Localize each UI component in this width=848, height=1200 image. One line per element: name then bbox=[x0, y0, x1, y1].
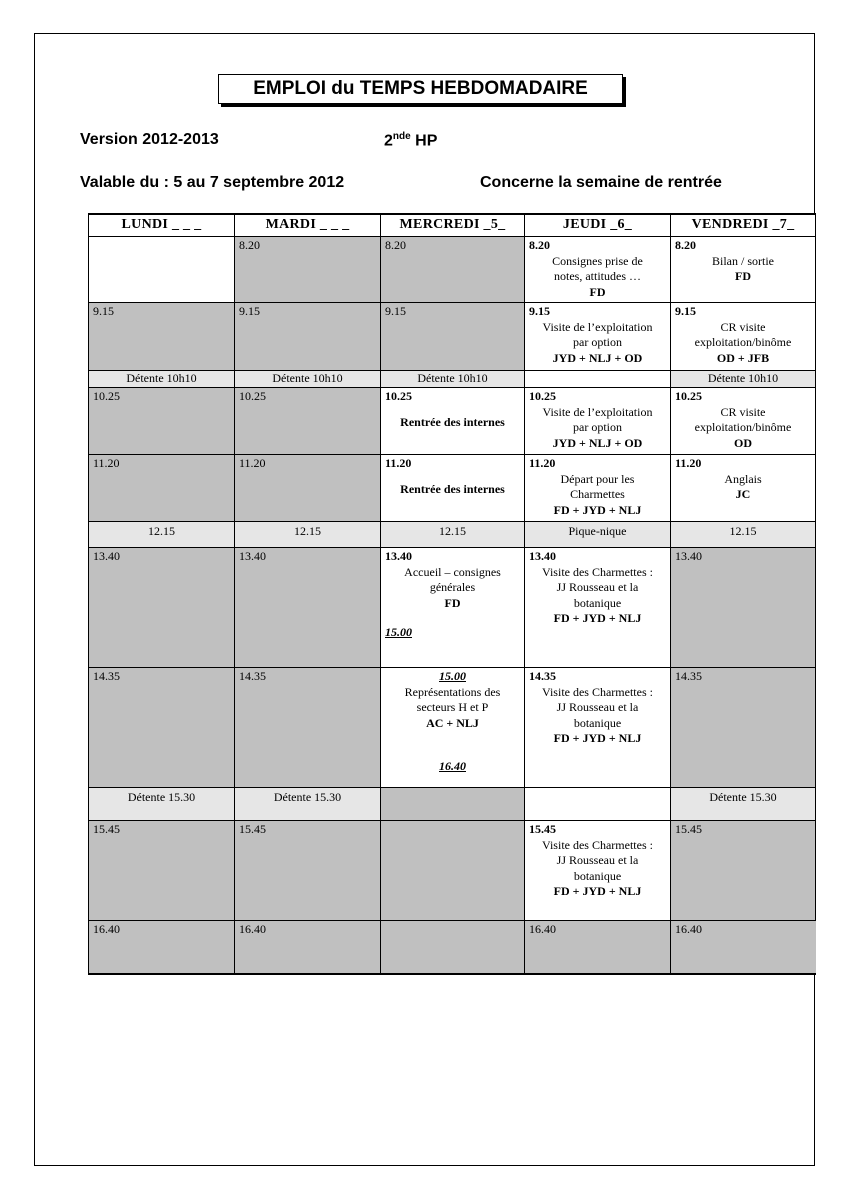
break-vendredi-1010: Détente 10h10 bbox=[671, 371, 816, 388]
break-mardi-1530: Détente 15.30 bbox=[235, 788, 381, 821]
day-header-vendredi: VENDREDI _7_ bbox=[671, 215, 816, 237]
day-header-jeudi: JEUDI _6_ bbox=[525, 215, 671, 237]
cell-mercredi-1545 bbox=[381, 821, 525, 921]
version-label: Version 2012-2013 bbox=[80, 131, 219, 148]
cell-jeudi-1025: 10.25 Visite de l’exploitation par option JYD + NLJ + OD bbox=[525, 388, 671, 455]
cell-jeudi-1640: 16.40 bbox=[525, 921, 671, 975]
cell-mercredi-1340: 13.40 Accueil – consignes générales FD 15.00 bbox=[381, 548, 525, 668]
cell-lundi-0820 bbox=[89, 237, 235, 303]
cell-mercredi-1640 bbox=[381, 921, 525, 975]
concerne-label: Concerne la semaine de rentrée bbox=[480, 174, 722, 191]
lunch-lundi: 12.15 bbox=[89, 522, 235, 548]
cell-lundi-1640: 16.40 bbox=[89, 921, 235, 975]
cell-jeudi-1545: 15.45 Visite des Charmettes : JJ Rousseau et la botanique FD + JYD + NLJ bbox=[525, 821, 671, 921]
cell-mardi-1640: 16.40 bbox=[235, 921, 381, 975]
cell-lundi-1120: 11.20 bbox=[89, 455, 235, 522]
break-mercredi-1010: Détente 10h10 bbox=[381, 371, 525, 388]
cell-mardi-1545: 15.45 bbox=[235, 821, 381, 921]
cell-jeudi-1120: 11.20 Départ pour les Charmettes FD + JYD + NLJ bbox=[525, 455, 671, 522]
cell-vendredi-1640: 16.40 bbox=[671, 921, 816, 975]
cell-mercredi-1120: 11.20 Rentrée des internes bbox=[381, 455, 525, 522]
break-jeudi-1530 bbox=[525, 788, 671, 821]
lunch-mardi: 12.15 bbox=[235, 522, 381, 548]
cell-mardi-0915: 9.15 bbox=[235, 303, 381, 371]
cell-mercredi-1435: 15.00 Représentations des secteurs H et P AC + NLJ 16.40 bbox=[381, 668, 525, 788]
lunch-mercredi: 12.15 bbox=[381, 522, 525, 548]
cell-lundi-1545: 15.45 bbox=[89, 821, 235, 921]
break-vendredi-1530: Détente 15.30 bbox=[671, 788, 816, 821]
cell-lundi-0915: 9.15 bbox=[89, 303, 235, 371]
break-mardi-1010: Détente 10h10 bbox=[235, 371, 381, 388]
cell-mardi-0820: 8.20 bbox=[235, 237, 381, 303]
break-mercredi-1530 bbox=[381, 788, 525, 821]
day-header-mercredi: MERCREDI _5_ bbox=[381, 215, 525, 237]
cell-mercredi-0915: 9.15 bbox=[381, 303, 525, 371]
cell-mardi-1340: 13.40 bbox=[235, 548, 381, 668]
cell-vendredi-1120: 11.20 Anglais JC bbox=[671, 455, 816, 522]
cell-jeudi-0915: 9.15 Visite de l’exploitation par option JYD + NLJ + OD bbox=[525, 303, 671, 371]
cell-jeudi-1435: 14.35 Visite des Charmettes : JJ Rousseau et la botanique FD + JYD + NLJ bbox=[525, 668, 671, 788]
cell-mercredi-1025: 10.25 Rentrée des internes bbox=[381, 388, 525, 455]
page-title: EMPLOI du TEMPS HEBDOMADAIRE bbox=[218, 74, 623, 104]
lunch-vendredi: 12.15 bbox=[671, 522, 816, 548]
cell-jeudi-0820: 8.20 Consignes prise de notes, attitudes … FD bbox=[525, 237, 671, 303]
class-label: 2nde HP bbox=[384, 131, 438, 150]
day-header-mardi: MARDI _ _ _ bbox=[235, 215, 381, 237]
break-lundi-1010: Détente 10h10 bbox=[89, 371, 235, 388]
cell-vendredi-1025: 10.25 CR visite exploitation/binôme OD bbox=[671, 388, 816, 455]
cell-vendredi-0915: 9.15 CR visite exploitation/binôme OD + JFB bbox=[671, 303, 816, 371]
lunch-jeudi: Pique-nique bbox=[525, 522, 671, 548]
cell-vendredi-1435: 14.35 bbox=[671, 668, 816, 788]
day-header-lundi: LUNDI _ _ _ bbox=[89, 215, 235, 237]
cell-mardi-1120: 11.20 bbox=[235, 455, 381, 522]
break-lundi-1530: Détente 15.30 bbox=[89, 788, 235, 821]
cell-vendredi-1340: 13.40 bbox=[671, 548, 816, 668]
cell-mercredi-0820: 8.20 bbox=[381, 237, 525, 303]
cell-mardi-1435: 14.35 bbox=[235, 668, 381, 788]
cell-jeudi-1340: 13.40 Visite des Charmettes : JJ Rousseau et la botanique FD + JYD + NLJ bbox=[525, 548, 671, 668]
cell-lundi-1340: 13.40 bbox=[89, 548, 235, 668]
cell-lundi-1025: 10.25 bbox=[89, 388, 235, 455]
cell-lundi-1435: 14.35 bbox=[89, 668, 235, 788]
cell-mardi-1025: 10.25 bbox=[235, 388, 381, 455]
cell-vendredi-0820: 8.20 Bilan / sortie FD bbox=[671, 237, 816, 303]
break-jeudi-1010 bbox=[525, 371, 671, 388]
cell-vendredi-1545: 15.45 bbox=[671, 821, 816, 921]
valable-label: Valable du : 5 au 7 septembre 2012 bbox=[80, 174, 345, 191]
